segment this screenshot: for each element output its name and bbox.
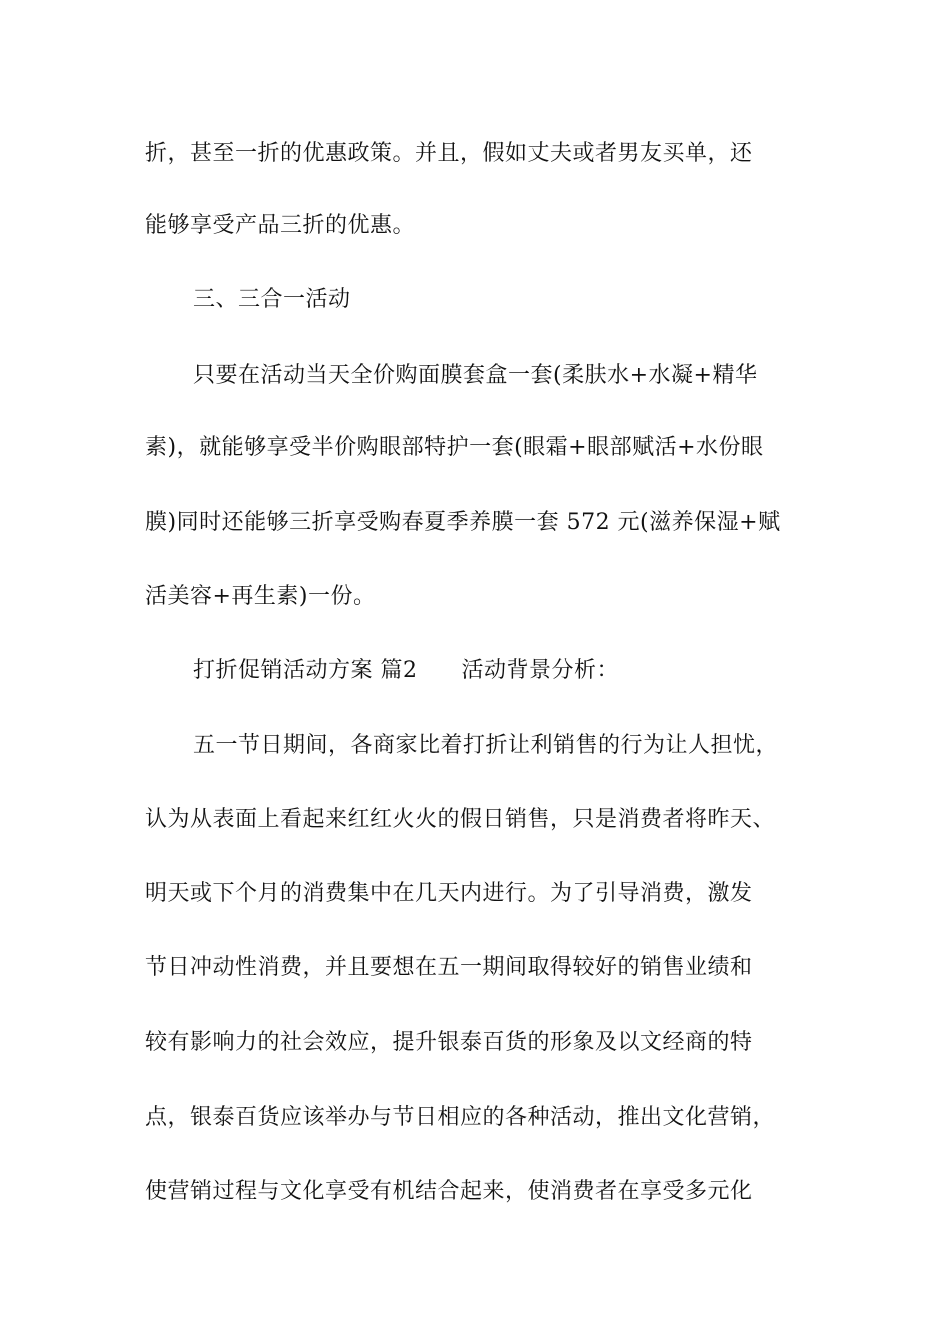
- paragraph-line: 认为从表面上看起来红红火火的假日销售，只是消费者将昨天、: [145, 807, 776, 832]
- section-title-line: [193, 656, 893, 686]
- paragraph-line: 点，银泰百货应该举办与节日相应的各种活动，推出文化营销，: [145, 1105, 776, 1130]
- paragraph-line: 能够享受产品三折的优惠。: [145, 213, 416, 238]
- paragraph-line: 素)，就能够享受半价购眼部特护一套(眼霜+眼部赋活+水份眼: [145, 435, 764, 460]
- paragraph-line: 膜)同时还能够三折享受购春夏季养膜一套 572 元(滋养保湿+赋: [145, 510, 781, 535]
- paragraph-line: 使营销过程与文化享受有机结合起来，使消费者在享受多元化: [145, 1179, 753, 1204]
- section-title: 打折促销活动方案 篇2: [193, 658, 418, 683]
- paragraph-line: 节日冲动性消费，并且要想在五一期间取得较好的销售业绩和: [145, 955, 753, 980]
- section-heading: 三、三合一活动: [193, 287, 351, 312]
- paragraph-line: 只要在活动当天全价购面膜套盒一套(柔肤水+水凝+精华: [193, 363, 758, 388]
- paragraph-line: 折，甚至一折的优惠政策。并且，假如丈夫或者男友买单，还: [145, 141, 753, 166]
- paragraph-line: 明天或下个月的消费集中在几天内进行。为了引导消费，激发: [145, 881, 753, 906]
- paragraph-line: 五一节日期间，各商家比着打折让利销售的行为让人担忧，: [193, 733, 779, 758]
- paragraph-line: 较有影响力的社会效应，提升银泰百货的形象及以文经商的特: [145, 1030, 753, 1055]
- paragraph-line: 活美容+再生素)一份。: [145, 584, 376, 609]
- subsection-title: 活动背景分析：: [461, 658, 620, 683]
